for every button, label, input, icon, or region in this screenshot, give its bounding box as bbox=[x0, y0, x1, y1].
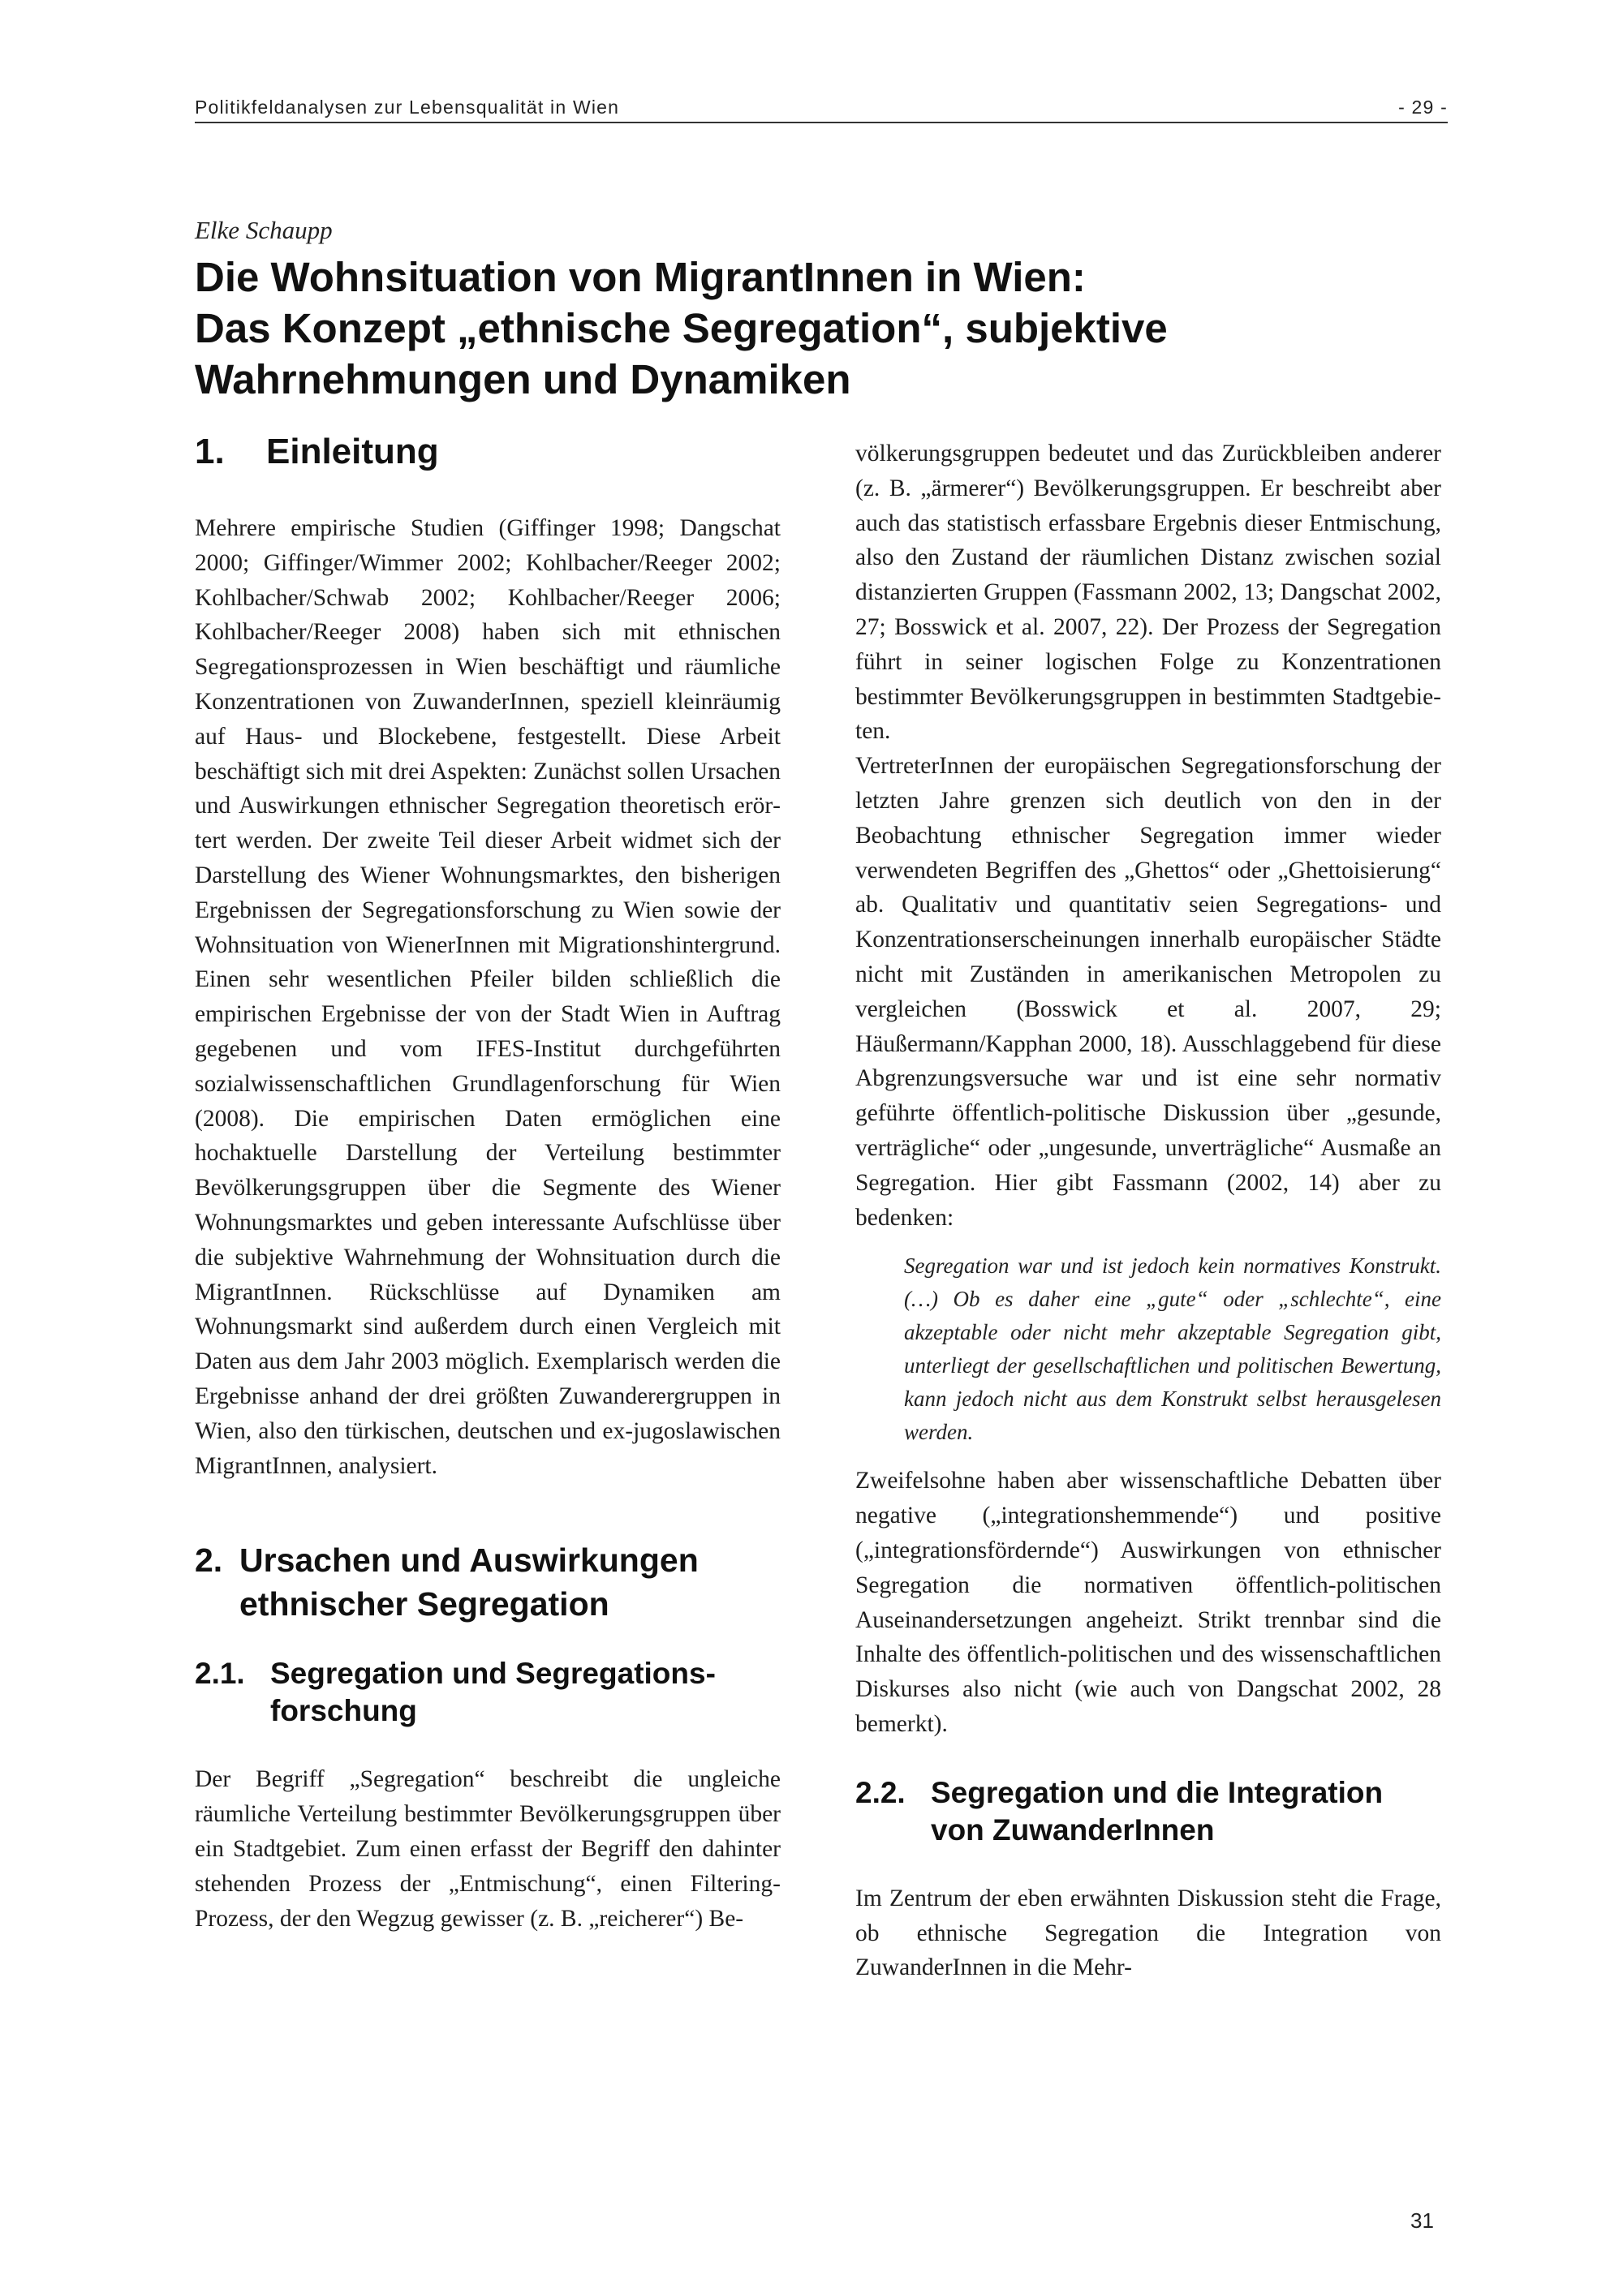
section-1-number: 1. bbox=[195, 432, 225, 471]
section-2-2-number: 2.2. bbox=[855, 1775, 906, 1809]
block-quote: Segregation war und ist jedoch kein normatives Konstrukt. (…) Ob es daher eine „gute“ oder „schlechte“, eine akzeptable oder nicht mehr akzeptable Segregation gibt, unterliegt der gesellschaftlichen und politischen Bewertung, kann jedoch nicht aus dem Konstrukt selbst herausgelesen werden. bbox=[904, 1253, 1441, 1445]
right-paragraph-1: völkerungsgruppen bedeutet und das Zurückbleiben anderer (z. B. „ärmerer“) Bevölkerungsgruppen. Er beschreibt aber auch das statistisch erfassbare Ergebnis dieser Entmischung, also den Zustand der räumlichen Distanz zwischen sozial distanzierten Gruppen (Fassmann 2002, 13; Dangschat 2002, 27; Bosswick et al. 2007, 22). Der Prozess der Segregation führt in seiner logischen Folge zu Konzentrationen bestimmter Bevölkerungsgruppen in bestimmten Stadtgebieten. bbox=[855, 441, 1441, 745]
section-2-1-title-line-2: forschung bbox=[270, 1694, 417, 1728]
title-line-3: Wahrnehmungen und Dynamiken bbox=[195, 356, 851, 402]
section-2-2-title bbox=[931, 1774, 1383, 1849]
section-2-1-heading bbox=[195, 1655, 781, 1730]
section-2-title-line-1: Ursachen und Auswirkungen bbox=[239, 1541, 699, 1580]
right-column bbox=[855, 436, 1441, 1985]
running-header-page: - 29 - bbox=[1398, 97, 1448, 118]
section-2-title-line-2: ethnischer Segregation bbox=[239, 1585, 609, 1623]
section-2-number: 2. bbox=[195, 1541, 223, 1580]
article-title bbox=[195, 252, 1461, 405]
running-header-title: Politikfeldanalysen zur Lebensqualität in Wien bbox=[195, 97, 620, 118]
title-line-2: Das Konzept „ethnische Segregation“, subjektive bbox=[195, 305, 1168, 351]
section-2-1-title-line-1: Segregation und Segregations- bbox=[270, 1657, 716, 1691]
left-column bbox=[195, 430, 781, 1936]
title-line-1: Die Wohnsituation von MigrantInnen in Wien: bbox=[195, 254, 1086, 300]
section-1-heading bbox=[195, 430, 781, 474]
running-header bbox=[195, 96, 1448, 123]
section-2-2-heading bbox=[855, 1774, 1441, 1849]
section-2-2-title-line-2: von ZuwanderInnen bbox=[931, 1812, 1215, 1847]
section-2-1-paragraph: Der Begriff „Segregation“ beschreibt die ungleiche räumliche Verteilung bestimmter Bevölkerungsgruppen über ein Stadtgebiet. Zum einen erfasst der Begriff den dahinter stehenden Prozess der „Entmischung“, einen Filtering-Prozess, der den Wegzug gewisser (z. B. „reicherer“) Be- bbox=[195, 1766, 781, 1932]
section-1-paragraph: Mehrere empirische Studien (Giffinger 1998; Dangschat 2000; Giffinger/Wimmer 2002; Kohlbacher/Reeger 2002; Kohlbacher/Schwab 2002; Kohlbacher/Reeger 2006; Kohlbacher/Reeger 2008) haben sich mit ethnischen Segregationsprozessen in Wien beschäftigt und räumliche Konzentrationen von ZuwanderInnen, speziell kleinräumig auf Haus- und Blockebene, festgestellt. Diese Arbeit beschäftigt sich mit drei Aspekten: Zunächst sollen Ursachen und Auswirkungen ethnischer Segregation theoretisch erörtert werden. Der zweite Teil dieser Arbeit widmet sich der Darstellung des Wiener Wohnungsmarktes, den bisherigen Ergebnissen der Segregationsforschung zu Wien sowie der Wohnsituation von WienerInnen mit Migrationshintergrund. Einen sehr wesentlichen Pfeiler bilden schließlich die empirischen Ergebnisse der von der Stadt Wien in Auftrag gegebenen und vom IFES-Institut durchgeführten sozialwissenschaftlichen Grundlagenforschung für Wien (2008). Die empirischen Daten ermöglichen eine hochaktuelle Darstellung der Verteilung bestimmter Bevölkerungsgruppen über die Segmente des Wiener Wohnungsmarktes und geben interessante Aufschlüsse über die subjektive Wahrnehmung der Wohnsituation durch die MigrantInnen. Rückschlüsse auf Dynamiken am Wohnungsmarkt sind außerdem durch einen Vergleich mit Daten aus dem Jahr 2003 möglich. Exemplarisch werden die Ergebnisse anhand der drei größten Zuwanderergruppen in Wien, also den türkischen, deutschen und ex-jugoslawischen MigrantInnen, analysiert. bbox=[195, 515, 781, 1479]
right-paragraph-2: VertreterInnen der europäischen Segregationsforschung der letzten Jahre grenzen sich deutlich von den in der Beobachtung ethnischer Segregation immer wieder verwendeten Begriffen des „Ghettos“ oder „Ghettoisierung“ ab. Qualitativ und quantitativ seien Segregations- und Konzentrationserscheinungen innerhalb europäischer Städte nicht mit Zuständen in amerikanischen Metropolen zu vergleichen (Bosswick et al. 2007, 29; Häußermann/Kapphan 2000, 18). Ausschlaggebend für diese Abgrenzungsversuche war und ist eine sehr normativ geführte öffentlich-politische Diskussion über „gesunde, verträgliche“ oder „ungesunde, unverträgliche“ Ausmaße an Segregation. Hier gibt Fassmann (2002, 14) aber zu bedenken: bbox=[855, 753, 1441, 1231]
page-number: 31 bbox=[1410, 2208, 1434, 2233]
section-2-heading bbox=[195, 1538, 781, 1626]
author-name: Elke Schaupp bbox=[195, 216, 333, 244]
section-2-1-title bbox=[270, 1655, 716, 1730]
section-2-2-title-line-1: Segregation und die Integration bbox=[931, 1775, 1384, 1809]
right-paragraph-3: Zweifelsohne haben aber wissenschaftliche Debatten über negative („integrationshemmende“) und positive („integrationsfördernde“) Auswirkungen von ethnischer Segregation die normativen öffentlich-politischen Auseinandersetzungen angeheizt. Strikt trennbar sind die Inhalte des öffentlich-politischen und des wissenschaftlichen Diskurses also nicht (wie auch von Dangschat 2002, 28 bemerkt). bbox=[855, 1468, 1441, 1737]
section-1-title: Einleitung bbox=[266, 432, 439, 471]
section-2-2-paragraph: Im Zentrum der eben erwähnten Diskussion steht die Frage, ob ethnische Segregation die Integration von ZuwanderInnen in die Mehr- bbox=[855, 1885, 1441, 1981]
section-2-title bbox=[239, 1538, 699, 1626]
section-2-1-number: 2.1. bbox=[195, 1657, 245, 1691]
